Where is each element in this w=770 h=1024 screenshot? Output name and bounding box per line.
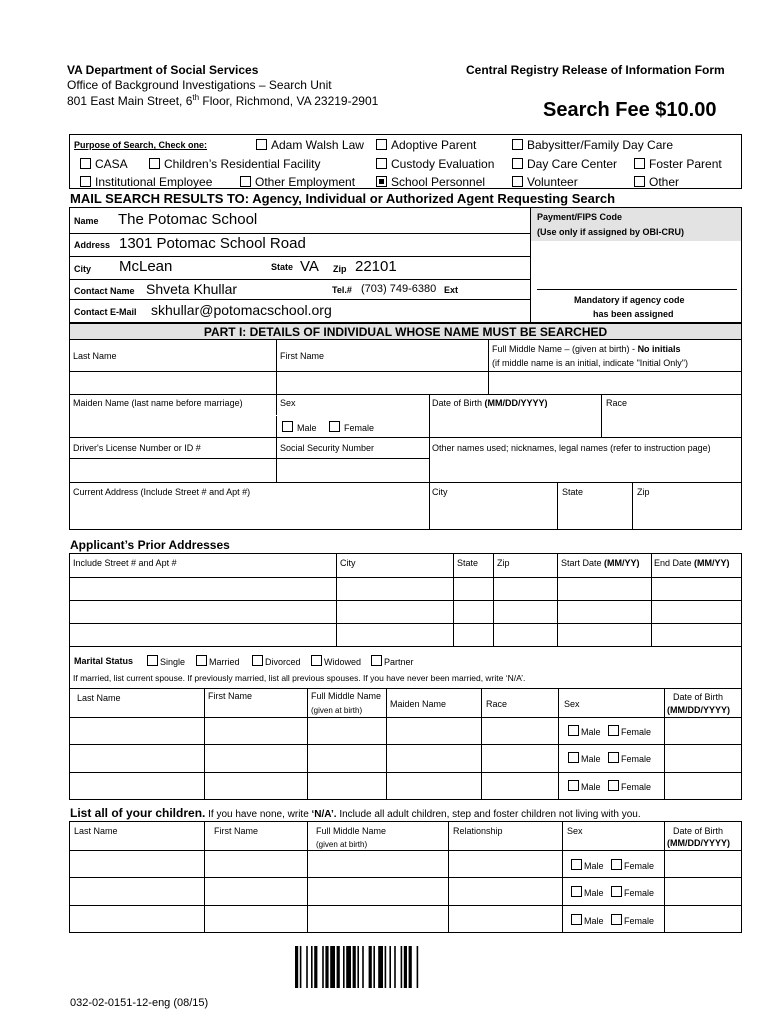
address-value[interactable]: 1301 Potomac School Road xyxy=(119,235,306,252)
contact-value[interactable]: Shveta Khullar xyxy=(146,281,238,297)
spouse-maiden-label: Maiden Name xyxy=(390,699,447,709)
marital-option-partner[interactable]: Partner xyxy=(371,655,414,667)
male-checkbox[interactable] xyxy=(571,914,582,925)
barcode-bar xyxy=(337,946,340,988)
purpose-checkbox[interactable] xyxy=(376,139,387,150)
barcode-bar xyxy=(311,946,313,988)
purpose-checkbox[interactable] xyxy=(256,139,267,150)
fips-note: (Use only if assigned by OBI-CRU) xyxy=(537,227,685,237)
dob-label: Date of Birth (MM/DD/YYYY) xyxy=(432,398,548,408)
email-value[interactable]: skhullar@potomacschool.org xyxy=(151,302,332,318)
purpose-checkbox[interactable] xyxy=(376,176,387,187)
purpose-checkbox[interactable] xyxy=(80,158,91,169)
agency-name: VA Department of Social Services xyxy=(67,63,259,77)
purpose-checkbox[interactable] xyxy=(512,158,523,169)
sex-male-option[interactable]: Male xyxy=(571,859,604,871)
purpose-option[interactable]: Foster Parent xyxy=(634,157,722,171)
purpose-option[interactable]: Adoptive Parent xyxy=(376,138,476,152)
current-zip-label: Zip xyxy=(637,487,650,497)
purpose-checkbox[interactable] xyxy=(376,158,387,169)
barcode-bar xyxy=(343,946,345,988)
maiden-name-label: Maiden Name (last name before marriage) xyxy=(73,398,243,408)
barcode-bar xyxy=(385,946,387,988)
search-fee: Search Fee $10.00 xyxy=(543,99,717,121)
barcode-bar xyxy=(322,946,324,988)
purpose-option[interactable]: Custody Evaluation xyxy=(376,157,494,171)
current-address-label: Current Address (Include Street # and Apt #) xyxy=(73,487,251,497)
barcode-bar xyxy=(353,946,356,988)
barcode-bar xyxy=(369,946,372,988)
barcode-bar xyxy=(306,946,308,988)
mandatory-line1: Mandatory if agency code xyxy=(574,295,685,305)
marital-checkbox[interactable] xyxy=(196,655,207,666)
female-checkbox[interactable] xyxy=(608,752,619,763)
purpose-option[interactable]: Institutional Employee xyxy=(80,175,212,189)
tel-label: Tel.# xyxy=(332,285,352,295)
barcode-bar xyxy=(295,946,298,988)
male-checkbox[interactable] xyxy=(568,752,579,763)
prior-end-label: End Date (MM/YY) xyxy=(654,558,730,568)
fips-title: Payment/FIPS Code xyxy=(537,212,623,222)
form-number: 032-02-0151-12-eng (08/15) xyxy=(70,997,209,1009)
email-label: Contact E-Mail xyxy=(74,307,137,317)
sex-male-option[interactable]: Male xyxy=(568,752,601,764)
marital-checkbox[interactable] xyxy=(147,655,158,666)
female-checkbox[interactable] xyxy=(608,725,619,736)
middle-name-label: Full Middle Name – (given at birth) - No initials xyxy=(492,344,681,354)
prior-city-label: City xyxy=(340,558,356,568)
female-checkbox[interactable] xyxy=(611,914,622,925)
marital-label: Marital Status xyxy=(74,656,134,666)
barcode-bar xyxy=(401,946,403,988)
sex-male-option[interactable]: Male xyxy=(571,886,604,898)
current-city-label: City xyxy=(432,487,448,497)
barcode-bar xyxy=(325,946,328,988)
spouse-dob-format: (MM/DD/YYYY) xyxy=(667,705,730,715)
purpose-option[interactable]: School Personnel xyxy=(376,175,485,189)
sex-female-option[interactable]: Female xyxy=(611,886,654,898)
prior-state-label: State xyxy=(457,558,479,568)
marital-note: If married, list current spouse. If previously married, list all previous spouses. If you have never been married, write ‘N/A’. xyxy=(73,673,526,683)
name-label: Name xyxy=(74,216,99,226)
barcode-bar xyxy=(389,946,391,988)
part1-heading: PART I: DETAILS OF INDIVIDUAL WHOSE NAME MUST BE SEARCHED xyxy=(203,325,608,339)
marital-box xyxy=(69,647,742,800)
male-checkbox[interactable] xyxy=(568,725,579,736)
name-value[interactable]: The Potomac School xyxy=(118,211,258,228)
purpose-option[interactable]: Other Employment xyxy=(240,175,355,189)
marital-checkbox[interactable] xyxy=(252,655,263,666)
middle-name-note: (if middle name is an initial, indicate "Initial Only") xyxy=(492,358,688,368)
purpose-option[interactable]: Volunteer xyxy=(512,175,578,189)
purpose-checkbox[interactable] xyxy=(634,176,645,187)
spouse-race-label: Race xyxy=(486,699,508,709)
state-value[interactable]: VA xyxy=(300,258,319,275)
sex-label: Sex xyxy=(280,398,296,408)
spouse-last-label: Last Name xyxy=(77,693,121,703)
sex-male-option[interactable]: Male xyxy=(568,780,601,792)
sex-female-option[interactable]: Female xyxy=(329,421,374,433)
prior-heading: Applicant’s Prior Addresses xyxy=(70,538,230,552)
marital-checkbox[interactable] xyxy=(311,655,322,666)
purpose-option[interactable]: CASA xyxy=(80,157,128,171)
sex-female-option[interactable]: Female xyxy=(611,859,654,871)
purpose-option[interactable]: Babysitter/Family Day Care xyxy=(512,138,673,152)
tel-value[interactable]: (703) 749-6380 xyxy=(361,283,437,295)
mandatory-line2: has been assigned xyxy=(593,309,674,319)
barcode-bar xyxy=(330,946,335,988)
marital-checkbox[interactable] xyxy=(371,655,382,666)
female-checkbox[interactable] xyxy=(329,421,340,432)
current-state-label: State xyxy=(562,487,584,497)
barcode-bar xyxy=(404,946,407,988)
last-name-label: Last Name xyxy=(73,351,117,361)
race-label: Race xyxy=(606,398,628,408)
purpose-option[interactable]: Children’s Residential Facility xyxy=(149,157,321,171)
other-names-label: Other names used; nicknames, legal names (refer to instruction page) xyxy=(432,443,711,453)
purpose-checkbox[interactable] xyxy=(512,139,523,150)
male-checkbox[interactable] xyxy=(282,421,293,432)
prior-street-label: Include Street # and Apt # xyxy=(73,558,177,568)
marital-option-widowed[interactable]: Widowed xyxy=(311,655,361,667)
barcode-bar xyxy=(357,946,359,988)
sex-male-option[interactable]: Male xyxy=(282,421,317,433)
female-checkbox[interactable] xyxy=(608,780,619,791)
mail-heading: MAIL SEARCH RESULTS TO: Agency, Individual or Authorized Agent Requesting Search xyxy=(70,191,616,206)
spouse-sex-label: Sex xyxy=(564,699,580,709)
contact-label: Contact Name xyxy=(74,286,135,296)
part1-box xyxy=(69,340,742,530)
female-checkbox[interactable] xyxy=(611,886,622,897)
barcode-bar xyxy=(417,946,419,988)
purpose-checkbox[interactable] xyxy=(80,176,91,187)
barcode-bar xyxy=(409,946,412,988)
purpose-option[interactable]: Other xyxy=(634,175,679,189)
purpose-label: Purpose of Search, Check one: xyxy=(74,140,208,150)
marital-option-married[interactable]: Married xyxy=(196,655,240,667)
barcode-bar xyxy=(373,946,375,988)
purpose-option[interactable]: Adam Walsh Law xyxy=(256,138,364,152)
children-heading: List all of your children. If you have none, write ‘N/A’. Include all adult children, step and foster children not living with you. xyxy=(70,806,641,820)
child-relationship-label: Relationship xyxy=(453,826,503,836)
male-checkbox[interactable] xyxy=(568,780,579,791)
child-dob-format: (MM/DD/YYYY) xyxy=(667,838,730,848)
sex-female-option[interactable]: Female xyxy=(608,752,651,764)
form-title: Central Registry Release of Information Form xyxy=(466,63,725,77)
address-label: Address xyxy=(74,240,111,250)
sex-female-option[interactable]: Female xyxy=(611,914,654,926)
city-value[interactable]: McLean xyxy=(119,258,173,275)
child-sex-label: Sex xyxy=(567,826,583,836)
state-label: State xyxy=(271,262,294,272)
child-last-label: Last Name xyxy=(74,826,118,836)
spouse-middle-note: (given at birth) xyxy=(311,706,363,715)
barcode-image xyxy=(295,946,475,988)
purpose-option[interactable]: Day Care Center xyxy=(512,157,617,171)
child-middle-note: (given at birth) xyxy=(316,840,368,849)
office-address: 801 East Main Street, 6th Floor, Richmond, VA 23219-2901 xyxy=(67,93,379,108)
marital-option-single[interactable]: Single xyxy=(147,655,185,667)
barcode-bar xyxy=(362,946,364,988)
dl-label: Driver's License Number or ID # xyxy=(73,443,201,453)
purpose-checkbox[interactable] xyxy=(634,158,645,169)
sex-female-option[interactable]: Female xyxy=(608,780,651,792)
barcode-bar xyxy=(346,946,351,988)
marital-option-divorced[interactable]: Divorced xyxy=(252,655,301,667)
barcode-bar xyxy=(378,946,383,988)
spouse-first-label: First Name xyxy=(208,691,253,701)
purpose-checkbox[interactable] xyxy=(149,158,160,169)
prior-zip-label: Zip xyxy=(497,558,510,568)
purpose-checkbox[interactable] xyxy=(240,176,251,187)
barcode-bar xyxy=(314,946,317,988)
child-dob-label: Date of Birth xyxy=(673,826,724,836)
female-checkbox[interactable] xyxy=(611,859,622,870)
city-label: City xyxy=(74,264,92,274)
male-checkbox[interactable] xyxy=(571,859,582,870)
prior-start-label: Start Date (MM/YY) xyxy=(561,558,640,568)
child-middle-label: Full Middle Name xyxy=(316,826,387,836)
zip-value[interactable]: 22101 xyxy=(355,258,397,275)
spouse-dob-label: Date of Birth xyxy=(673,692,724,702)
spouse-middle-label: Full Middle Name xyxy=(311,691,382,701)
child-first-label: First Name xyxy=(214,826,259,836)
office-name: Office of Background Investigations – Search Unit xyxy=(67,78,332,92)
purpose-checkbox[interactable] xyxy=(512,176,523,187)
sex-male-option[interactable]: Male xyxy=(571,914,604,926)
first-name-label: First Name xyxy=(280,351,325,361)
barcode-bar xyxy=(300,946,302,988)
male-checkbox[interactable] xyxy=(571,886,582,897)
ssn-label: Social Security Number xyxy=(280,443,375,453)
barcode-bar xyxy=(394,946,396,988)
ext-label: Ext xyxy=(444,285,459,295)
sex-male-option[interactable]: Male xyxy=(568,725,601,737)
sex-female-option[interactable]: Female xyxy=(608,725,651,737)
zip-label: Zip xyxy=(333,264,347,274)
